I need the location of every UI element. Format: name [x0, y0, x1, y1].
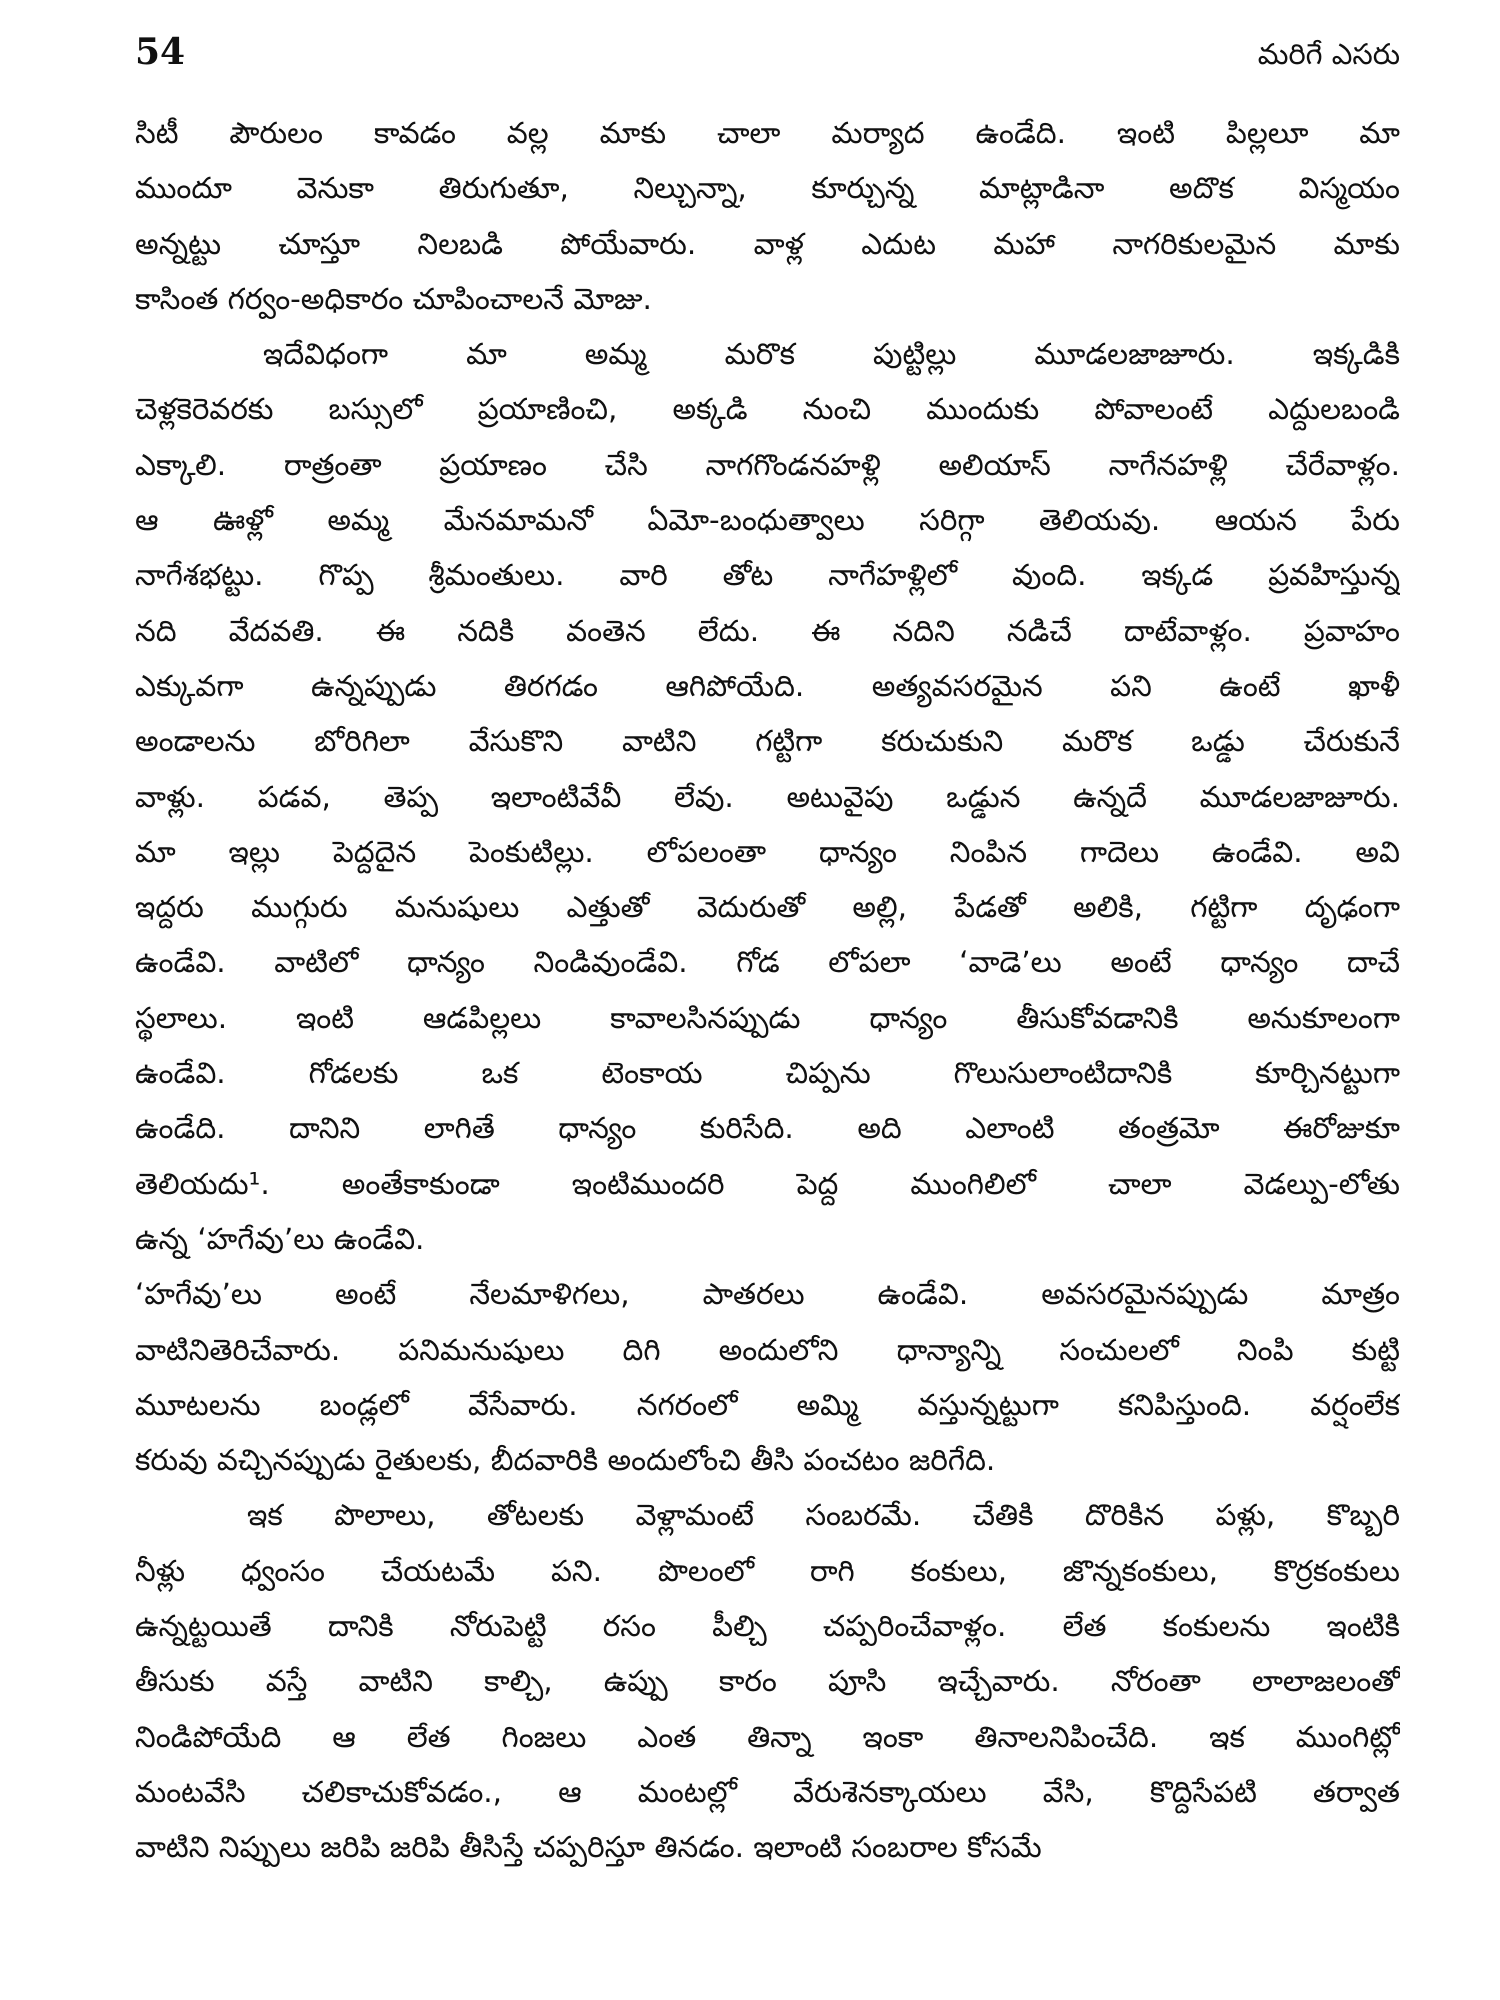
text-line: ఉండేవి. వాటిలో ధాన్యం నిండివుండేవి. గోడ లోపలా ‘వాడె’లు అంటే ధాన్యం దాచే [135, 945, 1400, 980]
text-line: కరువు వచ్చినప్పుడు రైతులకు, బీదవారికి అందులోంచి తీసి పంచటం జరిగేది. [135, 1443, 996, 1478]
text-line: నీళ్లు ధ్వంసం చేయటమే పని. పొలంలో రాగి కంకులు, జొన్నకంకులు, కొర్రకంకులు [135, 1553, 1400, 1588]
text-line: తీసుకు వస్తే వాటిని కాల్చి, ఉప్పు కారం పూసి ఇచ్చేవారు. నోరంతా లాలాజలంతో [135, 1664, 1400, 1699]
body-text [135, 106, 1400, 1876]
book-page [135, 30, 1400, 1980]
text-line: నది వేదవతి. ఈ నదికి వంతెన లేదు. ఈ నదిని నడిచే దాటేవాళ్లం. ప్రవాహం [135, 613, 1400, 648]
text-line: మంటవేసి చలికాచుకోవడం., ఆ మంటల్లో వేరుశెనక్కాయలు వేసి, కొద్దిసేపటి తర్వాత [135, 1774, 1400, 1809]
text-line: ఇక పొలాలు, తోటలకు వెళ్లామంటే సంబరమే. చేతికి దొరికిన పళ్లు, కొబ్బరి [247, 1498, 1400, 1533]
text-line: ‘హగేవు’లు అంటే నేలమాళిగలు, పాతరలు ఉండేవి. అవసరమైనప్పుడు మాత్రం [135, 1277, 1400, 1312]
page-number: 54 [135, 31, 186, 73]
paragraph [135, 106, 1400, 327]
text-line: ఎక్కువగా ఉన్నప్పుడు తిరగడం ఆగిపోయేది. అత్యవసరమైన పని ఉంటే ఖాళీ [135, 668, 1400, 703]
text-line: వాళ్లు. పడవ, తెప్ప ఇలాంటివేవీ లేవు. అటువైపు ఒడ్డున ఉన్నదే మూడలజాజూరు. [135, 779, 1400, 814]
text-line: తెలియదు¹. అంతేకాకుండా ఇంటిముందరి పెద్ద ముంగిలిలో చాలా వెడల్పు-లోతు [135, 1166, 1400, 1201]
text-line: చెళ్లకెరెవరకు బస్సులో ప్రయాణించి, అక్కడి నుంచి ముందుకు పోవాలంటే ఎద్దులబండి [135, 392, 1400, 427]
text-line: వాటినితెరిచేవారు. పనిమనుషులు దిగి అందులోని ధాన్యాన్ని సంచులలో నింపి కుట్టి [135, 1332, 1400, 1367]
text-line: ఇద్దరు ముగ్గురు మనుషులు ఎత్తుతో వెదురుతో అల్లి, పేడతో అలికి, గట్టిగా దృఢంగా [135, 890, 1400, 925]
paragraph [135, 1267, 1400, 1488]
text-line: కాసింత గర్వం-అధికారం చూపించాలనే మోజు. [135, 281, 652, 316]
text-line: మూటలను బండ్లలో వేసేవారు. నగరంలో అమ్మి వస్తున్నట్టుగా కనిపిస్తుంది. వర్షంలేక [135, 1387, 1400, 1422]
text-line: వాటిని నిప్పులు జరిపి జరిపి తీసిస్తే చప్పరిస్తూ తినడం. ఇలాంటి సంబరాల కోసమే [135, 1830, 1042, 1865]
text-line: ఆ ఊళ్లో అమ్మ మేనమామనో ఏమో-బంధుత్వాలు సరిగ్గా తెలియవు. ఆయన పేరు [135, 503, 1400, 538]
text-line: నిండిపోయేది ఆ లేత గింజలు ఎంత తిన్నా ఇంకా తినాలనిపించేది. ఇక ముంగిట్లో [135, 1719, 1400, 1754]
text-line: అన్నట్టు చూస్తూ నిలబడి పోయేవారు. వాళ్ల ఎదుట మహా నాగరికులమైన మాకు [135, 226, 1400, 261]
text-line: మా ఇల్లు పెద్దదైన పెంకుటిల్లు. లోపలంతా ధాన్యం నింపిన గాదెలు ఉండేవి. అవి [135, 834, 1400, 869]
text-line: ఉండేది. దానిని లాగితే ధాన్యం కురిసేది. అది ఎలాంటి తంత్రమో ఈరోజుకూ [135, 1111, 1400, 1146]
text-line: సిటీ పౌరులం కావడం వల్ల మాకు చాలా మర్యాద ఉండేది. ఇంటి పిల్లలూ మా [135, 116, 1400, 150]
book-title: మరిగే ఎసరు [1257, 37, 1400, 71]
paragraph [135, 1488, 1400, 1875]
text-line: ముందూ వెనుకా తిరుగుతూ, నిల్చున్నా, కూర్చున్న మాట్లాడినా అదొక విస్మయం [135, 171, 1400, 206]
text-line: ఇదేవిధంగా మా అమ్మ మరొక పుట్టిల్లు మూడలజాజూరు. ఇక్కడికి [263, 337, 1400, 372]
text-line: నాగేశభట్టు. గొప్ప శ్రీమంతులు. వారి తోట నాగేహళ్లిలో వుంది. ఇక్కడ ప్రవహిస్తున్న [135, 558, 1400, 593]
running-header [135, 30, 1400, 94]
text-line: ఉన్నట్టయితే దానికి నోరుపెట్టి రసం పీల్చి చప్పరించేవాళ్లం. లేత కంకులను ఇంటికి [135, 1609, 1400, 1644]
text-line: అండాలను బోరిగిలా వేసుకొని వాటిని గట్టిగా కరుచుకుని మరొక ఒడ్డు చేరుకునే [135, 724, 1400, 759]
text-line: ఉన్న ‘హగేవు’లు ఉండేవి. [135, 1221, 425, 1256]
text-line: స్థలాలు. ఇంటి ఆడపిల్లలు కావాలసినప్పుడు ధాన్యం తీసుకోవడానికి అనుకూలంగా [135, 1000, 1400, 1035]
text-line: ఉండేవి. గోడలకు ఒక టెంకాయ చిప్పను గొలుసులాంటిదానికి కూర్చినట్టుగా [135, 1056, 1400, 1091]
text-line: ఎక్కాలి. రాత్రంతా ప్రయాణం చేసి నాగగొండనహళ్లి అలియాస్ నాగేనహళ్లి చేరేవాళ్లం. [135, 447, 1400, 482]
paragraph [135, 327, 1400, 1267]
